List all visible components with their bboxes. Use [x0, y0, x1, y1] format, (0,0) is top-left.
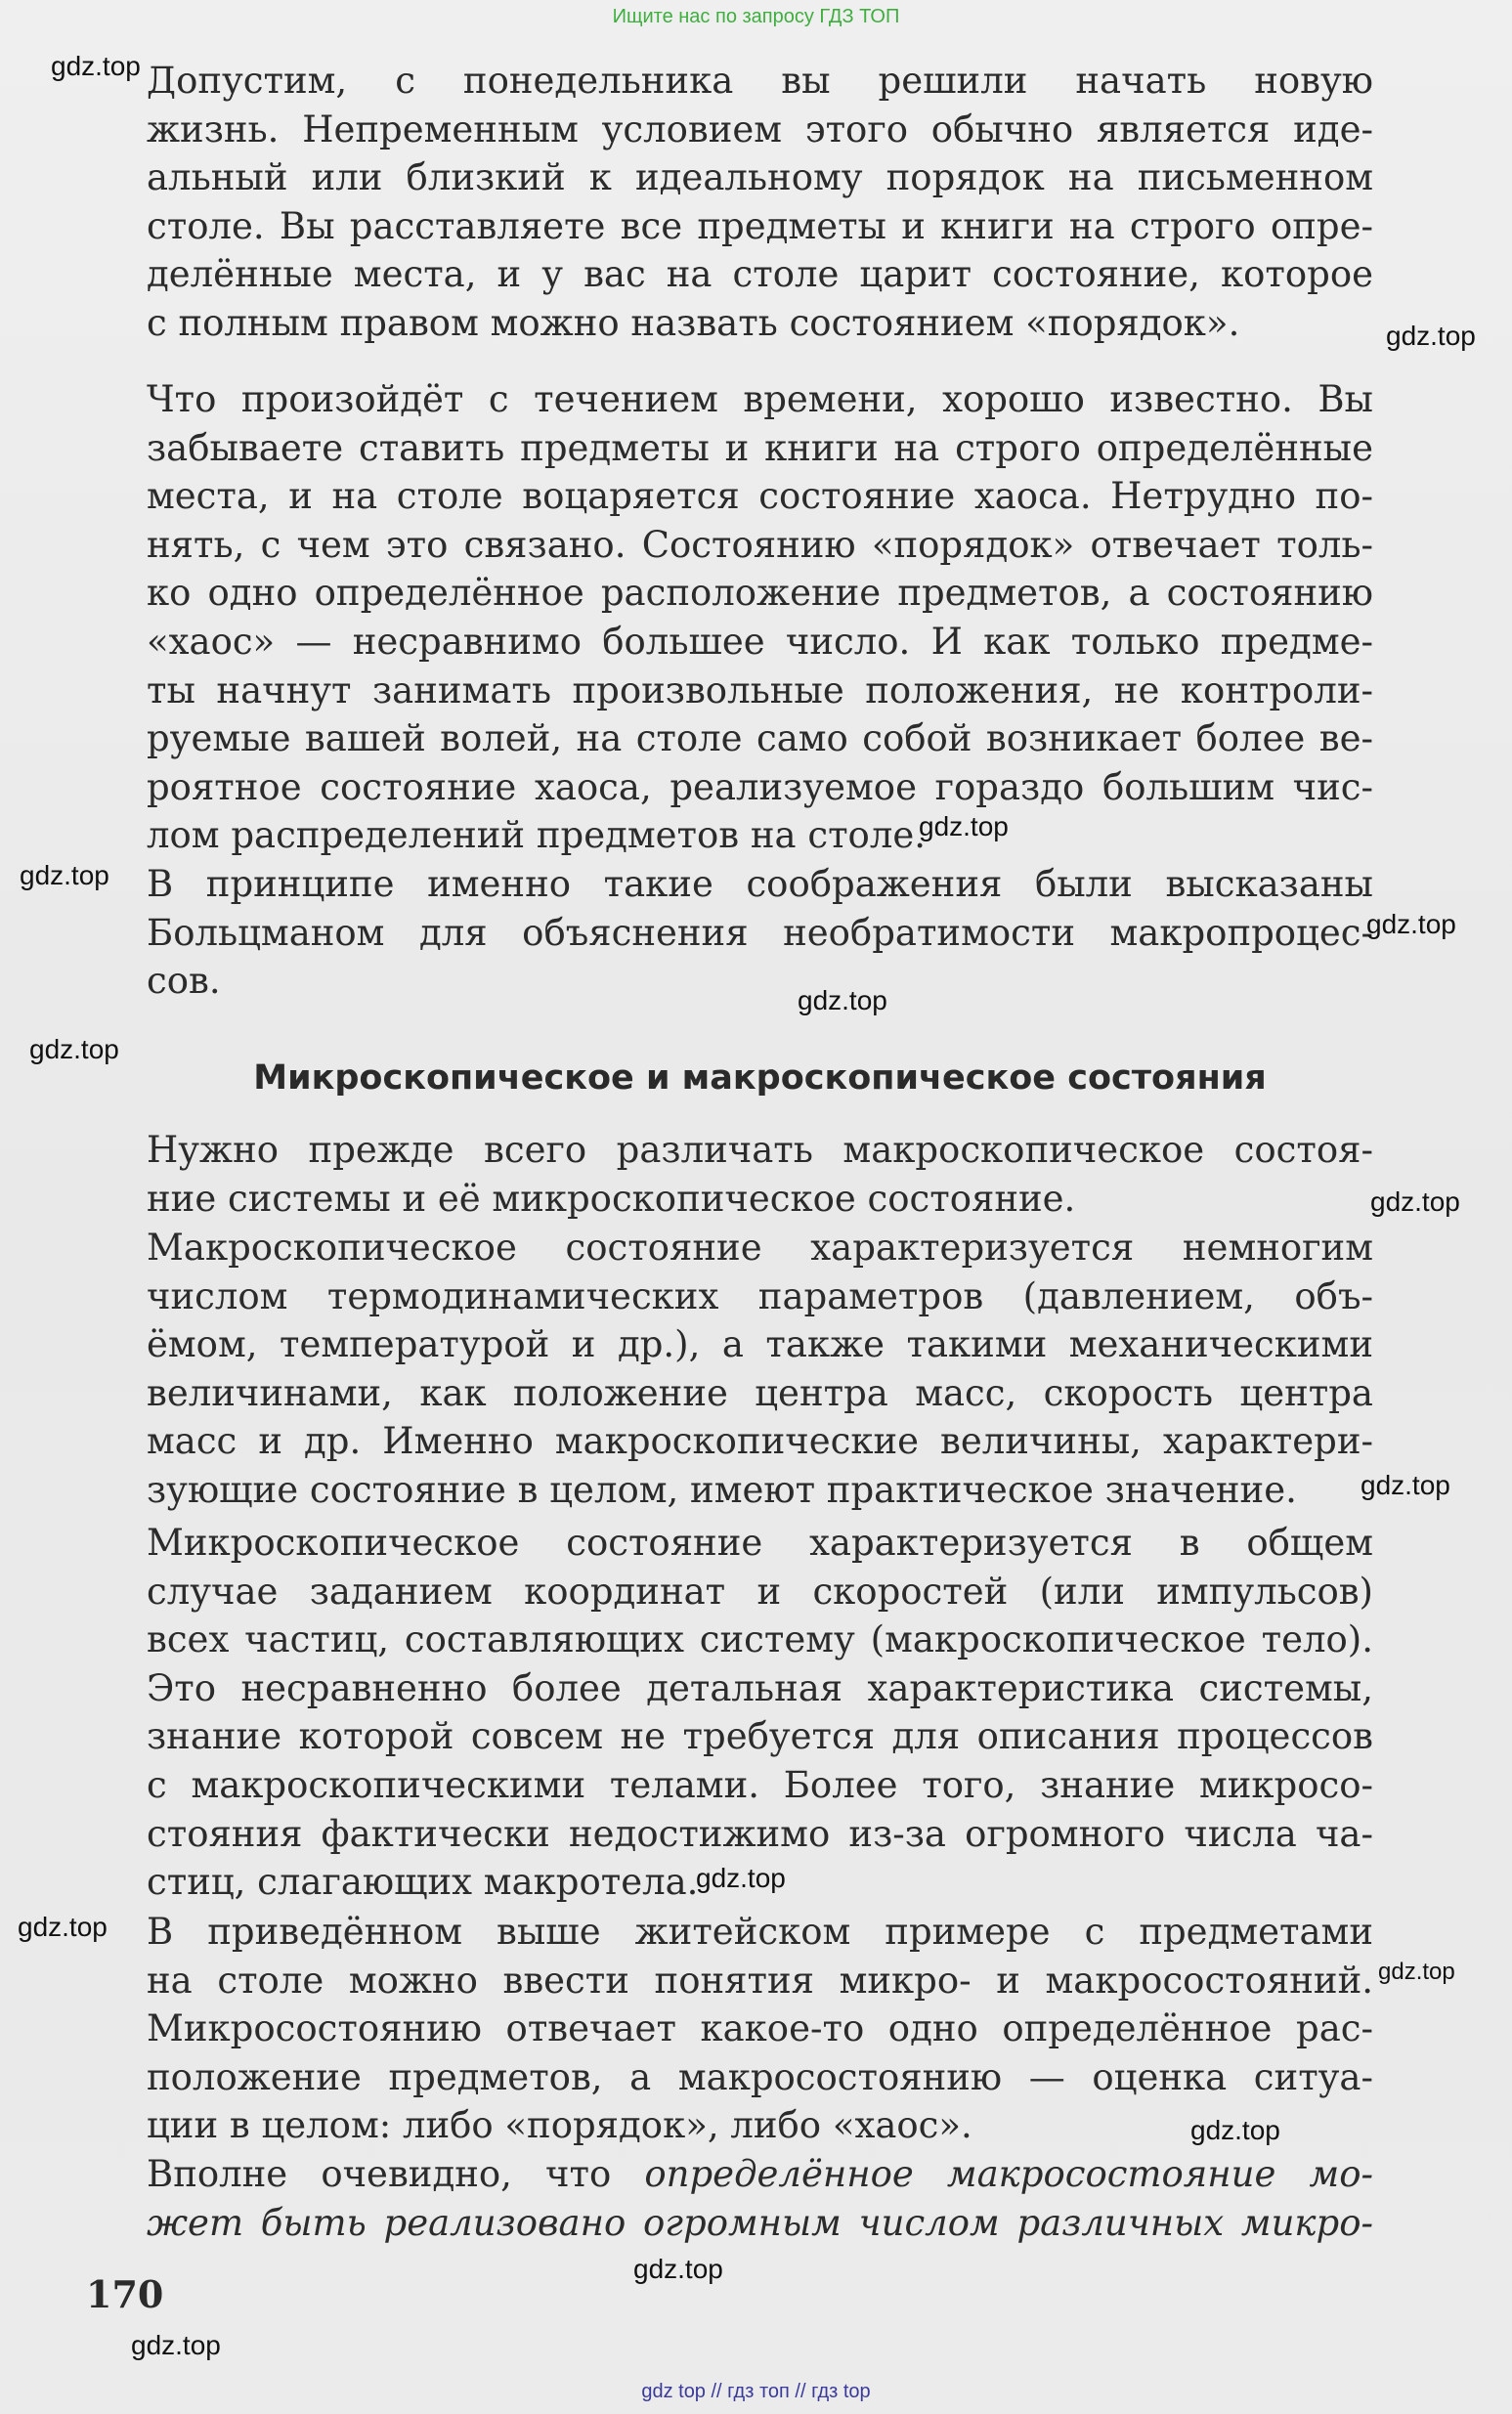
text-line: «хаос» — несравнимо большее число. И как только предме- [147, 620, 1373, 663]
plain-text: Вполне очевидно, что [147, 2153, 645, 2195]
text-line: лом распределений предметов на столе. [147, 814, 926, 857]
text-line: стиц, слагающих макротела. [147, 1861, 699, 1904]
text-line: Микросостоянию отвечает какое-то одно определённое рас- [147, 2007, 1373, 2050]
text-line: с макроскопическими телами. Более того, знание микросо- [147, 1763, 1373, 1806]
text-line [147, 2199, 1373, 2248]
text-line: сов. [147, 960, 221, 1003]
text-line: Микроскопическое состояние характеризуется в общем [147, 1522, 1373, 1564]
watermark: gdz.top [1386, 321, 1476, 351]
text-line: ние системы и её микроскопическое состояние. [147, 1177, 1076, 1220]
text-line: с полным правом можно назвать состоянием «порядок». [147, 301, 1240, 344]
text-line: жизнь. Непременным условием этого обычно является иде- [147, 108, 1373, 151]
watermark: gdz.top [51, 51, 141, 81]
text-line: на столе можно ввести понятия микро- и макросостояний. [147, 1959, 1373, 2002]
watermark: gdz.top [1378, 1959, 1455, 1985]
text-line: ёмом, температурой и др.), а также такими механическими [147, 1323, 1373, 1366]
text-line: роятное состояние хаоса, реализуемое гораздо большим чис- [147, 765, 1373, 808]
text-line: ко одно определённое расположение предметов, а состоянию [147, 572, 1373, 615]
watermark: gdz.top [798, 985, 887, 1015]
paragraph-5 [147, 1224, 1373, 1515]
footer-links[interactable]: gdz top // гдз топ // гдз top [641, 2381, 871, 2402]
text-line: В принципе именно такие соображения были высказаны [147, 863, 1373, 905]
paragraph-1 [147, 57, 1373, 348]
text-line: числом термодинамических параметров (давлением, объ- [147, 1274, 1373, 1317]
paragraph-8 [147, 2150, 1373, 2247]
text-line: альный или близкий к идеальному порядок на письменном [147, 156, 1373, 199]
text-line: Больцманом для объяснения необратимости макропроцес- [147, 911, 1373, 954]
text-line: положение предметов, а макросостоянию — оценка ситуа- [147, 2055, 1373, 2098]
paragraph-4 [147, 1126, 1373, 1223]
text-line: стояния фактически недостижимо из-за огромного числа ча- [147, 1812, 1373, 1855]
watermark: gdz.top [131, 2330, 221, 2360]
section-heading: Микроскопическое и макроскопическое состояния [253, 1058, 1267, 1098]
text-line: масс и др. Именно макроскопические величины, характери- [147, 1420, 1373, 1463]
paragraph-2 [147, 375, 1373, 860]
watermark: gdz.top [696, 1863, 786, 1893]
top-banner[interactable]: Ищите нас по запросу ГДЗ ТОП [612, 6, 900, 27]
watermark: gdz.top [29, 1034, 119, 1064]
text-line: забываете ставить предметы и книги на строго определённые [147, 426, 1373, 469]
text-line: места, и на столе воцаряется состояние хаоса. Нетрудно по- [147, 475, 1373, 518]
text-line: делённые места, и у вас на столе царит состояние, которое [147, 253, 1373, 296]
watermark: gdz.top [20, 860, 109, 890]
text-line: нять, с чем это связано. Состоянию «порядок» отвечает толь- [147, 523, 1373, 566]
text-line: Что произойдёт с течением времени, хорошо известно. Вы [147, 378, 1373, 420]
text-line: Это несравненно более детальная характеристика системы, [147, 1666, 1373, 1709]
text-line: зующие состояние в целом, имеют практическое значение. [147, 1468, 1297, 1511]
watermark: gdz.top [18, 1912, 108, 1942]
text-line: Нужно прежде всего различать макроскопическое состоя- [147, 1129, 1373, 1171]
text-line: знание которой совсем не требуется для описания процессов [147, 1715, 1373, 1758]
text-line: ции в целом: либо «порядок», либо «хаос». [147, 2104, 972, 2147]
watermark: gdz.top [633, 2254, 723, 2284]
text-line: Допустим, с понедельника вы решили начать новую [147, 60, 1373, 102]
text-line: В приведённом выше житейском примере с предметами [147, 1911, 1373, 1953]
italic-text: определённое макросостояние мо- [644, 2153, 1373, 2195]
text-line: случае заданием координат и скоростей (или импульсов) [147, 1570, 1373, 1613]
page-number: 170 [86, 2272, 164, 2316]
paragraph-7 [147, 1908, 1373, 2150]
text-line: столе. Вы расставляете все предметы и книги на строго опре- [147, 204, 1373, 247]
text-line: Макроскопическое состояние характеризуется немногим [147, 1227, 1373, 1269]
watermark: gdz.top [1190, 2115, 1280, 2145]
paragraph-6 [147, 1519, 1373, 1907]
text-line: ты начнут занимать произвольные положения, не контроли- [147, 668, 1373, 711]
watermark: gdz.top [1366, 909, 1456, 939]
paragraph-3 [147, 860, 1373, 1006]
watermark: gdz.top [1370, 1186, 1460, 1217]
text-line: всех частиц, составляющих систему (макроскопическое тело). [147, 1618, 1373, 1661]
text-line: величинами, как положение центра масс, скорость центра [147, 1371, 1373, 1414]
italic-text: жет быть реализовано огромным числом различных микро- [147, 2201, 1373, 2244]
watermark: gdz.top [1361, 1470, 1450, 1500]
text-line [147, 2150, 1373, 2199]
text-line: руемые вашей волей, на столе само собой возникает более ве- [147, 717, 1373, 760]
watermark: gdz.top [919, 811, 1009, 841]
